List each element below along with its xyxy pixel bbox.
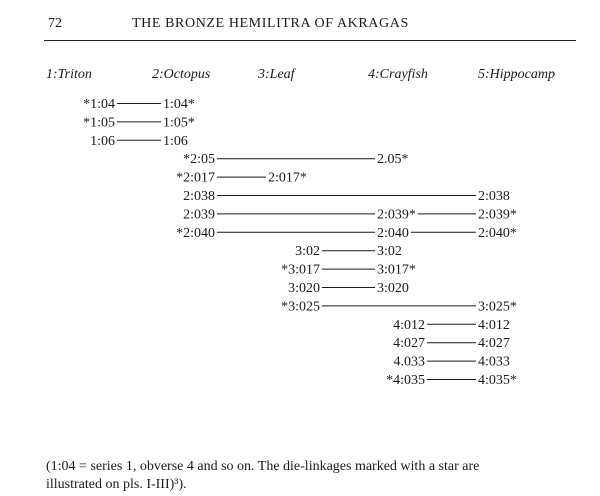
die-label: 2:017* — [268, 170, 307, 186]
die-label: 4:012 — [393, 317, 425, 333]
die-label: *2:05 — [183, 152, 215, 168]
die-label: 3:025* — [478, 299, 517, 315]
footnote-line-1: (1:04 = series 1, obverse 4 and so on. The die-linkages marked with a star are — [46, 459, 480, 474]
die-label: 4:035* — [478, 373, 517, 388]
die-label: 1:06 — [163, 133, 188, 149]
die-label: 1:04* — [163, 97, 195, 112]
die-label: *4:035 — [386, 373, 425, 388]
die-label: 4:012 — [478, 317, 510, 333]
die-label: 3:02 — [377, 244, 402, 260]
die-label: *1:05 — [83, 115, 115, 131]
die-label: 4:033 — [478, 354, 510, 370]
die-label: 3:020 — [377, 281, 409, 296]
die-label: 2:038 — [183, 189, 215, 204]
die-label: *2:040 — [176, 225, 215, 241]
die-label: *3:025 — [281, 299, 320, 315]
column-heading-octopus: 2:Octopus — [152, 67, 211, 82]
column-heading-triton: 1:Triton — [46, 67, 92, 82]
die-label: 2:039* — [478, 207, 517, 223]
running-title: THE BRONZE HEMILITRA OF AKRAGAS — [132, 16, 409, 31]
column-heading-crayfish: 4:Crayfish — [368, 67, 428, 82]
die-label: 2:038 — [478, 189, 510, 204]
die-label: 1:06 — [90, 133, 115, 149]
column-heading-hippocamp: 5:Hippocamp — [478, 67, 555, 82]
die-label: 2:039* — [377, 207, 416, 223]
footnote — [46, 458, 576, 494]
die-label: 3:017* — [377, 262, 416, 278]
die-label: *2:017 — [176, 170, 215, 186]
page-number: 72 — [48, 16, 62, 31]
column-heading-leaf: 3:Leaf — [258, 67, 295, 82]
die-label: 2:039 — [183, 207, 215, 223]
die-label: *1:04 — [83, 97, 115, 112]
footnote-line-2: illustrated on pls. I-III)³). — [46, 477, 187, 492]
die-label: *3:017 — [281, 262, 320, 278]
die-label: 4:027 — [478, 336, 510, 352]
die-label: 2.05* — [377, 152, 409, 168]
die-label: 4:027 — [393, 336, 425, 352]
die-label: 2:040 — [377, 225, 409, 241]
die-label: 3:02 — [295, 244, 320, 260]
die-label: 2:040* — [478, 225, 517, 241]
die-label: 1:05* — [163, 115, 195, 131]
die-label: 4.033 — [393, 354, 425, 370]
die-label: 3:020 — [288, 281, 320, 296]
